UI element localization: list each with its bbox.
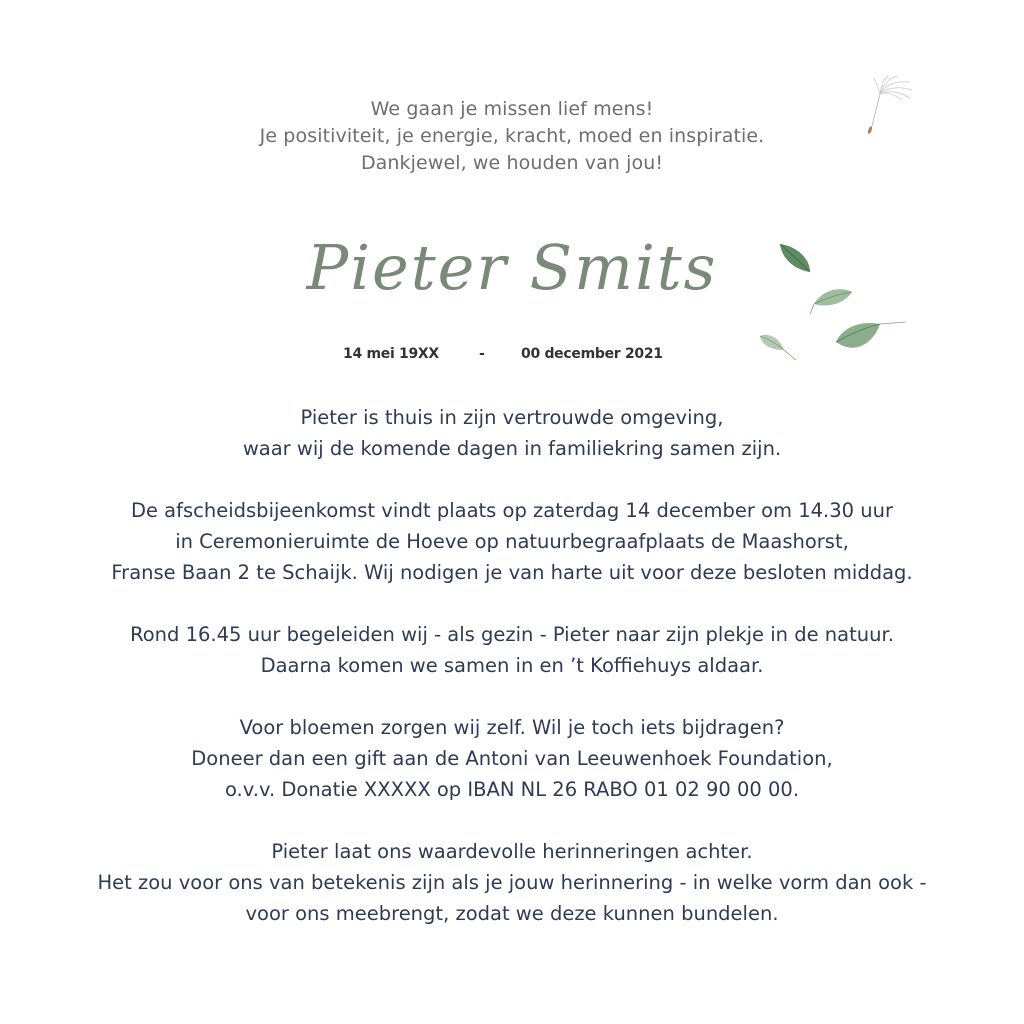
text-line: Pieter is thuis in zijn vertrouwde omgeving, [300,406,724,429]
text-line: Rond 16.45 uur begeleiden wij - als gezin - Pieter naar zijn plekje in de natuur. [130,623,894,646]
paragraph-memories [0,836,1024,929]
leaves-decoration [752,236,912,366]
text-line: Het zou voor ons van betekenis zijn als je jouw herinnering - in welke vorm dan ook - [97,871,927,894]
intro-line-2: Je positiviteit, je energie, kracht, moed en inspiratie. [259,125,765,147]
intro-line-1: We gaan je missen lief mens! [370,98,654,120]
paragraph-burial [0,619,1024,681]
death-date: 00 december 2021 [521,346,663,362]
text-line: voor ons meebrengt, zodat we deze kunnen bundelen. [245,902,779,925]
leaf-icon [836,322,906,348]
text-line: Doneer dan een gift aan de Antoni van Leeuwenhoek Foundation, [191,747,833,770]
text-line: Franse Baan 2 te Schaijk. Wij nodigen je van harte uit voor deze besloten middag. [111,561,913,584]
text-line: De afscheidsbijeenkomst vindt plaats op zaterdag 14 december om 14.30 uur [130,499,894,522]
announcement-body [0,402,1024,960]
leaf-icon [760,335,796,360]
leaf-icon [810,289,852,314]
dandelion-seed-icon [858,74,918,138]
paragraph-ceremony [0,495,1024,588]
text-line: o.v.v. Donatie XXXXX op IBAN NL 26 RABO 01 02 90 00 00. [224,778,800,801]
paragraph-home [0,402,1024,464]
text-line: Voor bloemen zorgen wij zelf. Wil je toch iets bijdragen? [239,716,785,739]
paragraph-donation [0,712,1024,805]
date-separator: - [479,346,485,362]
text-line: Pieter laat ons waardevolle herinneringen achter. [271,840,753,863]
deceased-name: Pieter Smits [306,231,718,304]
text-line: in Ceremonieruimte de Hoeve op natuurbegraafplaats de Maashorst, [175,530,849,553]
text-line: waar wij de komende dagen in familiekring samen zijn. [242,437,782,460]
birth-date: 14 mei 19XX [343,346,439,362]
intro-line-3: Dankjewel, we houden van jou! [360,152,664,174]
text-line: Daarna komen we samen in en ’t Koffiehuys aldaar. [260,654,764,677]
leaf-icon [780,244,810,272]
